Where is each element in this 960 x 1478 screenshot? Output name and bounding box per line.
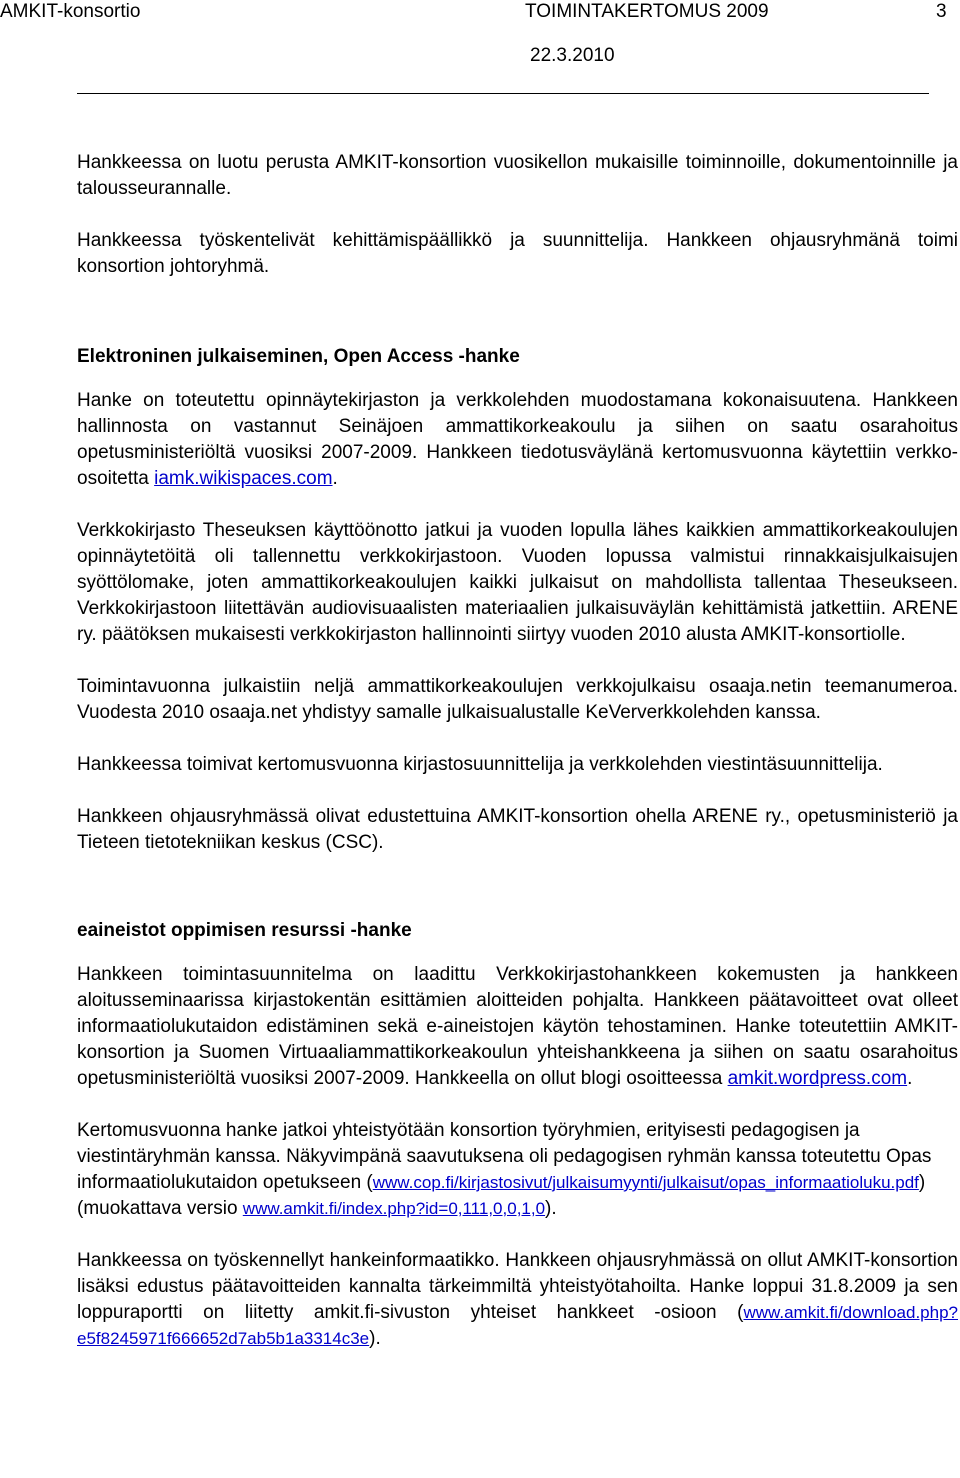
paragraph xyxy=(77,962,958,1092)
download-link[interactable]: www.amkit.fi/download.php?e5f8245971f666652d7ab5b1a3314c3e xyxy=(77,1303,958,1348)
paragraph-text: . xyxy=(332,468,338,489)
paragraph-text: ) (muokattava versio xyxy=(77,1172,926,1219)
section-heading: Elektroninen julkaiseminen, Open Access -hanke xyxy=(77,346,520,367)
header-page-number: 3 xyxy=(936,1,947,22)
paragraph-text: Hankkeen toimintasuunnitelma on laadittu Verkkokirjastohankkeen kokemusten ja hankkeen aloitusseminaarissa kirjastokentän esittämien aloitteiden pohjalta. Hankkeen päätavoitteet ovat olleet informaatiolukutaidon edistäminen sekä e-aineistojen käytön tehostaminen. Hanke toteutettiin AMKIT-konsortion ja Suomen Virtuaaliammattikorkeakoulun yhteishankkeena ja siihen on saatu osarahoitus opetusministeriöltä vuosiksi 2007-2009. Hankkeella on ollut blogi osoitteessa xyxy=(77,964,958,1089)
paragraph xyxy=(77,1248,958,1352)
paragraph: Hankkeen ohjausryhmässä olivat edustettuina AMKIT-konsortion ohella ARENE ry., opetusministeriö ja Tieteen tietotekniikan keskus (CSC). xyxy=(77,806,958,853)
paragraph: Toimintavuonna julkaistiin neljä ammattikorkeakoulujen verkkojulkaisu osaaja.netin teemanumeroa. Vuodesta 2010 osaaja.net yhdistyy samalle julkaisualustalle KeVerverkkolehden kanssa. xyxy=(77,676,958,723)
editable-version-link[interactable]: www.amkit.fi/index.php?id=0,111,0,0,1,0 xyxy=(242,1199,546,1218)
wikispaces-link[interactable]: iamk.wikispaces.com xyxy=(154,468,333,489)
paragraph xyxy=(77,1118,958,1222)
paragraph-text: Hanke on toteutettu opinnäytekirjaston ja verkkolehden muodostamana kokonaisuutena. Hankkeen hallinnosta on vastannut Seinäjoen ammattikorkeakoulu ja siihen on saatu osarahoitus opetusministeriöltä vuosiksi 2007-2009. Hankkeen tiedotusväylänä kertomusvuonna käytettiin verkko-osoitetta xyxy=(77,390,958,489)
header-doc-title: TOIMINTAKERTOMUS 2009 xyxy=(525,1,769,22)
paragraph-text: ). xyxy=(369,1328,381,1349)
header-org-name: AMKIT-konsortio xyxy=(0,1,141,22)
paragraph: Hankkeessa on luotu perusta AMKIT-konsortion vuosikellon mukaisille toiminnoille, dokumentoinnille ja talousseurannalle. xyxy=(77,152,958,199)
paragraph-text: Kertomusvuonna hanke jatkoi yhteistyötään konsortion työryhmien, erityisesti pedagogisen ja viestintäryhmän kanssa. Näkyvimpänä saavutuksena oli pedagogisen ryhmän kanssa toteutettu Opas informaatiolukutaidon opetukseen ( xyxy=(77,1120,932,1193)
wordpress-blog-link[interactable]: amkit.wordpress.com xyxy=(727,1068,908,1089)
paragraph-text: ). xyxy=(545,1198,557,1219)
paragraph: Hankkeessa työskentelivät kehittämispäällikkö ja suunnittelija. Hankkeen ohjausryhmänä toimi konsortion johtoryhmä. xyxy=(77,230,958,277)
paragraph-text: Hankkeessa on työskennellyt hankeinformaatikko. Hankkeen ohjausryhmässä on ollut AMKIT-konsortion lisäksi edustus päätavoitteiden kannalta tärkeimmiltä yhteistyötahoilta. Hanke loppui 31.8.2009 ja sen loppuraportti on liitetty amkit.fi-sivuston yhteiset hankkeet -osioon ( xyxy=(77,1250,958,1323)
paragraph xyxy=(77,388,958,492)
guide-pdf-link[interactable]: www.cop.fi/kirjastosivut/julkaisumyynti/julkaisut/opas_informaatioluku.pdf xyxy=(372,1173,919,1192)
paragraph-text: . xyxy=(907,1068,913,1089)
section-heading: eaineistot oppimisen resurssi -hanke xyxy=(77,920,412,941)
header-divider xyxy=(77,93,929,94)
document-body xyxy=(77,150,958,1352)
paragraph: Verkkokirjasto Theseuksen käyttöönotto jatkui ja vuoden lopulla lähes kaikkien ammattikorkeakoulujen opinnäytetöitä oli tallennettu verkkokirjastoon. Vuoden lopussa valmistui rinnakkaisjulkaisujen syöttölomake, joten ammattikorkeakoulujen kaikki julkaisut on mahdollista tallentaa Theseukseen. Verkkokirjastoon liitettävän audiovisuaalisten materiaalien julkaisuväylän kehittämistä jatkettiin. ARENE ry. päätöksen mukaisesti verkkokirjaston hallinnointi siirtyy vuoden 2010 alusta AMKIT-konsortiolle. xyxy=(77,520,958,645)
paragraph: Hankkeessa toimivat kertomusvuonna kirjastosuunnittelija ja verkkolehden viestintäsuunnittelija. xyxy=(77,754,883,775)
header-date: 22.3.2010 xyxy=(530,45,615,66)
